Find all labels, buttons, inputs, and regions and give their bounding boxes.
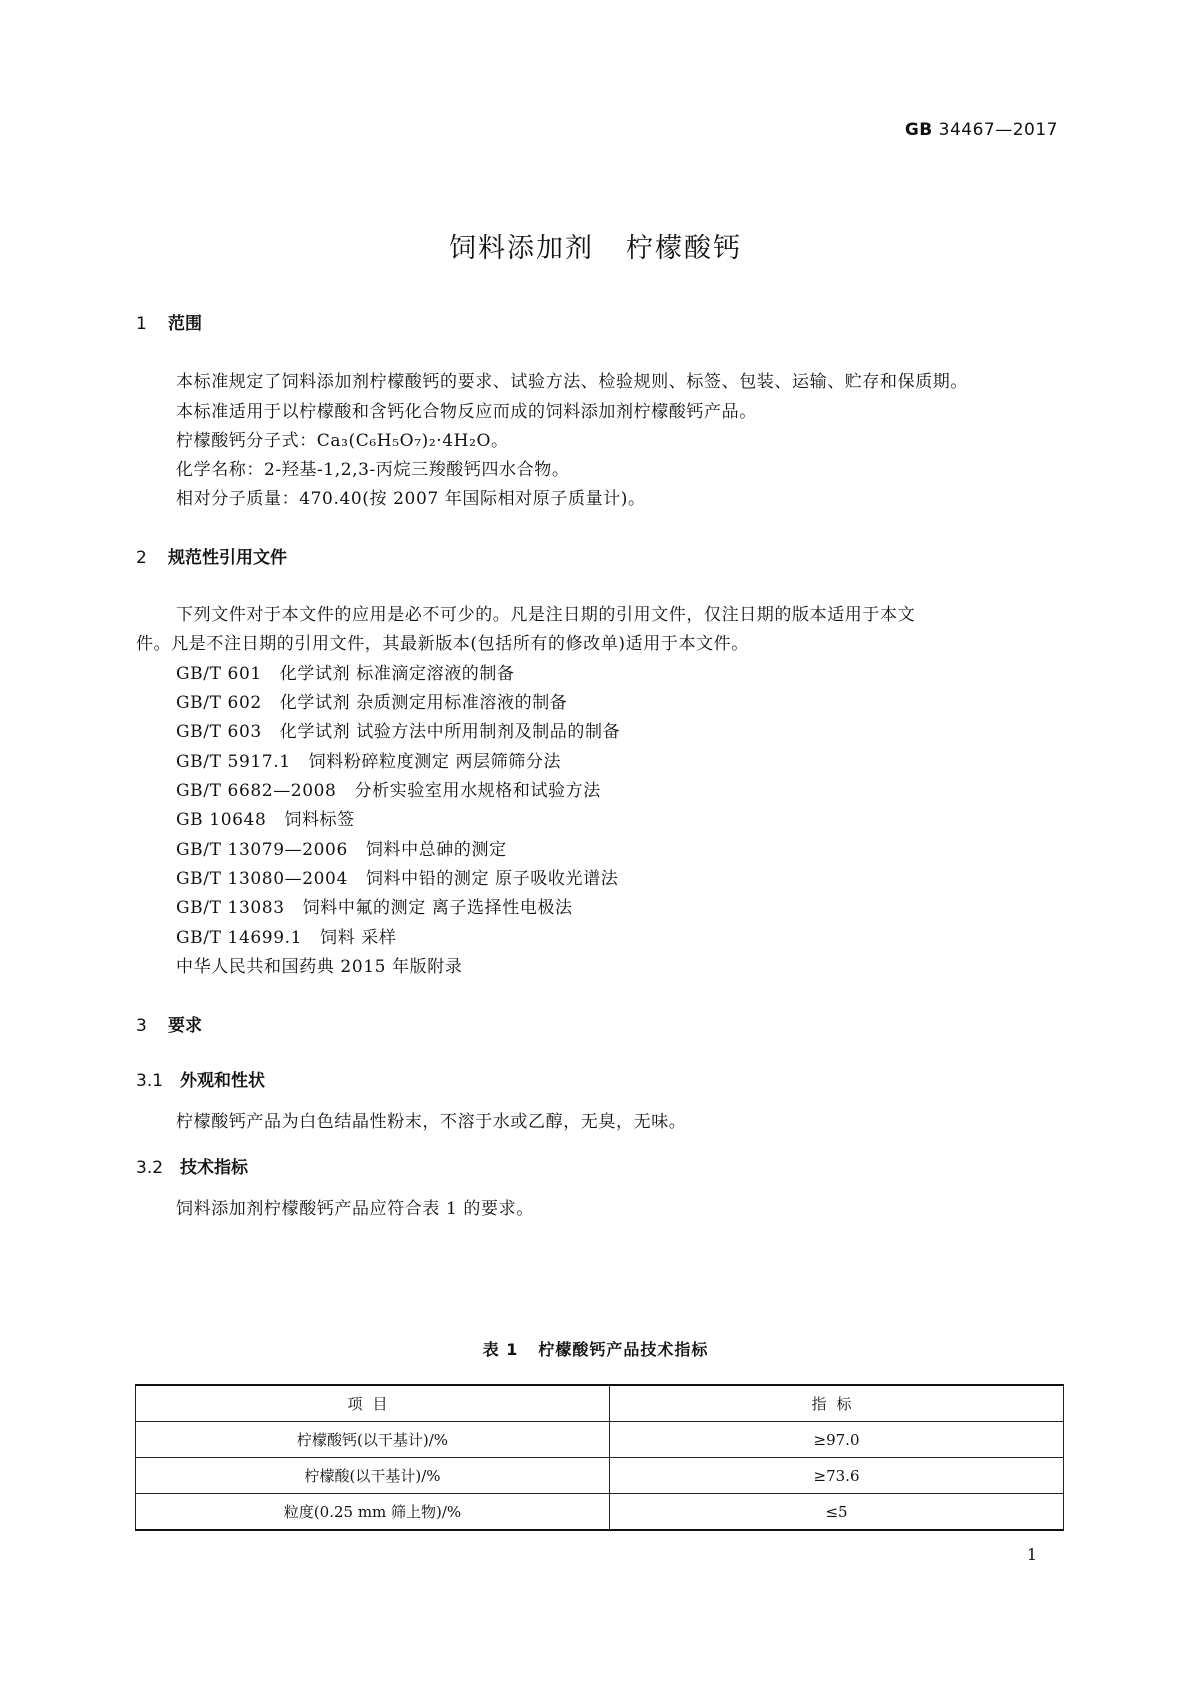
reference-item (176, 747, 561, 772)
reference-code: GB/T 14699.1 (176, 928, 303, 948)
reference-item (176, 864, 618, 889)
table-cell-item: 柠檬酸(以干基计)/% (136, 1458, 610, 1494)
reference-code: GB/T 5917.1 (176, 752, 291, 772)
reference-title: 饲料标签 (284, 810, 355, 830)
title-part-2: 柠檬酸钙 (626, 233, 742, 264)
reference-code: GB/T 603 (176, 722, 262, 742)
reference-code: GB 10648 (176, 810, 267, 830)
standard-code (905, 120, 1058, 140)
table-number: 表 1 (482, 1340, 519, 1359)
reference-title: 饲料中总砷的测定 (365, 840, 507, 860)
section-title: 技术指标 (180, 1158, 248, 1178)
reference-code: GB/T 601 (176, 664, 262, 684)
subsection-3-2-heading (136, 1153, 248, 1178)
reference-code: GB/T 13079—2006 (176, 840, 348, 860)
section-3-heading (136, 1011, 202, 1036)
reference-item (176, 717, 620, 742)
standard-prefix: GB (904, 120, 933, 140)
section-number: 2 (136, 548, 147, 568)
paragraph: 下列文件对于本文件的应用是必不可少的。凡是注日期的引用文件，仅注日期的版本适用于本文 (176, 605, 916, 625)
reference-title: 分析实验室用水规格和试验方法 (354, 781, 601, 801)
reference-item (176, 893, 573, 918)
section-title: 范围 (168, 314, 202, 334)
table-header-row (136, 1385, 1064, 1422)
reference-item (176, 776, 601, 801)
standard-number: 34467—2017 (938, 120, 1058, 140)
section-number: 3 (136, 1016, 147, 1036)
section-number: 3.1 (136, 1071, 164, 1091)
reference-title: 饲料中氟的测定 离子选择性电极法 (302, 898, 573, 918)
paragraph: 本标准规定了饲料添加剂柠檬酸钙的要求、试验方法、检验规则、标签、包装、运输、贮存和保质期。 (176, 372, 968, 392)
paragraph: 柠檬酸钙分子式：Ca₃(C₆H₅O₇)₂·4H₂O。 (176, 431, 509, 451)
paragraph: 柠檬酸钙产品为白色结晶性粉末，不溶于水或乙醇，无臭，无味。 (176, 1112, 687, 1132)
reference-code: GB/T 6682—2008 (176, 781, 337, 801)
reference-code: GB/T 13080—2004 (176, 869, 348, 889)
paragraph: 本标准适用于以柠檬酸和含钙化合物反应而成的饲料添加剂柠檬酸钙产品。 (176, 402, 757, 422)
table-cell-item: 柠檬酸钙(以干基计)/% (136, 1422, 610, 1458)
section-title: 规范性引用文件 (168, 548, 287, 568)
section-number: 3.2 (136, 1158, 164, 1178)
reference-item (176, 659, 515, 684)
reference-item (176, 952, 462, 977)
document-title (0, 226, 1191, 265)
section-title: 外观和性状 (180, 1071, 265, 1091)
table-row (136, 1422, 1064, 1458)
table-row (136, 1458, 1064, 1494)
title-part-1: 饲料添加剂 (449, 233, 594, 264)
section-title: 要求 (168, 1016, 202, 1036)
reference-title: 饲料粉碎粒度测定 两层筛筛分法 (308, 752, 562, 772)
column-header-value: 指标 (610, 1385, 1064, 1422)
reference-title: 饲料 采样 (320, 928, 397, 948)
reference-item (176, 805, 355, 830)
table-caption (0, 1337, 1191, 1360)
reference-title: 化学试剂 试验方法中所用制剂及制品的制备 (279, 722, 621, 742)
page-number: 1 (1026, 1545, 1037, 1564)
table-row (136, 1494, 1064, 1531)
table-cell-value: ≤5 (610, 1494, 1064, 1531)
paragraph: 件。凡是不注日期的引用文件，其最新版本(包括所有的修改单)适用于本文件。 (136, 634, 749, 654)
paragraph: 化学名称：2-羟基-1,2,3-丙烷三羧酸钙四水合物。 (176, 460, 570, 480)
section-2-heading (136, 543, 287, 568)
section-number: 1 (136, 314, 147, 334)
paragraph: 相对分子质量：470.40(按 2007 年国际相对原子质量计)。 (176, 489, 646, 509)
subsection-3-1-heading (136, 1066, 265, 1091)
table-title: 柠檬酸钙产品技术指标 (538, 1340, 709, 1359)
column-header-item: 项目 (136, 1385, 610, 1422)
reference-title: 饲料中铅的测定 原子吸收光谱法 (365, 869, 619, 889)
reference-title: 中华人民共和国药典 2015 年版附录 (176, 957, 463, 977)
section-1-heading (136, 309, 202, 334)
reference-title: 化学试剂 杂质测定用标准溶液的制备 (279, 693, 568, 713)
table-cell-value: ≥73.6 (610, 1458, 1064, 1494)
table-cell-item: 粒度(0.25 mm 筛上物)/% (136, 1494, 610, 1531)
spec-table (135, 1384, 1064, 1531)
paragraph: 饲料添加剂柠檬酸钙产品应符合表 1 的要求。 (176, 1199, 534, 1219)
reference-title: 化学试剂 标准滴定溶液的制备 (279, 664, 515, 684)
reference-item (176, 688, 567, 713)
reference-code: GB/T 602 (176, 693, 262, 713)
reference-code: GB/T 13083 (176, 898, 285, 918)
reference-item (176, 923, 396, 948)
table-cell-value: ≥97.0 (610, 1422, 1064, 1458)
reference-item (176, 835, 507, 860)
